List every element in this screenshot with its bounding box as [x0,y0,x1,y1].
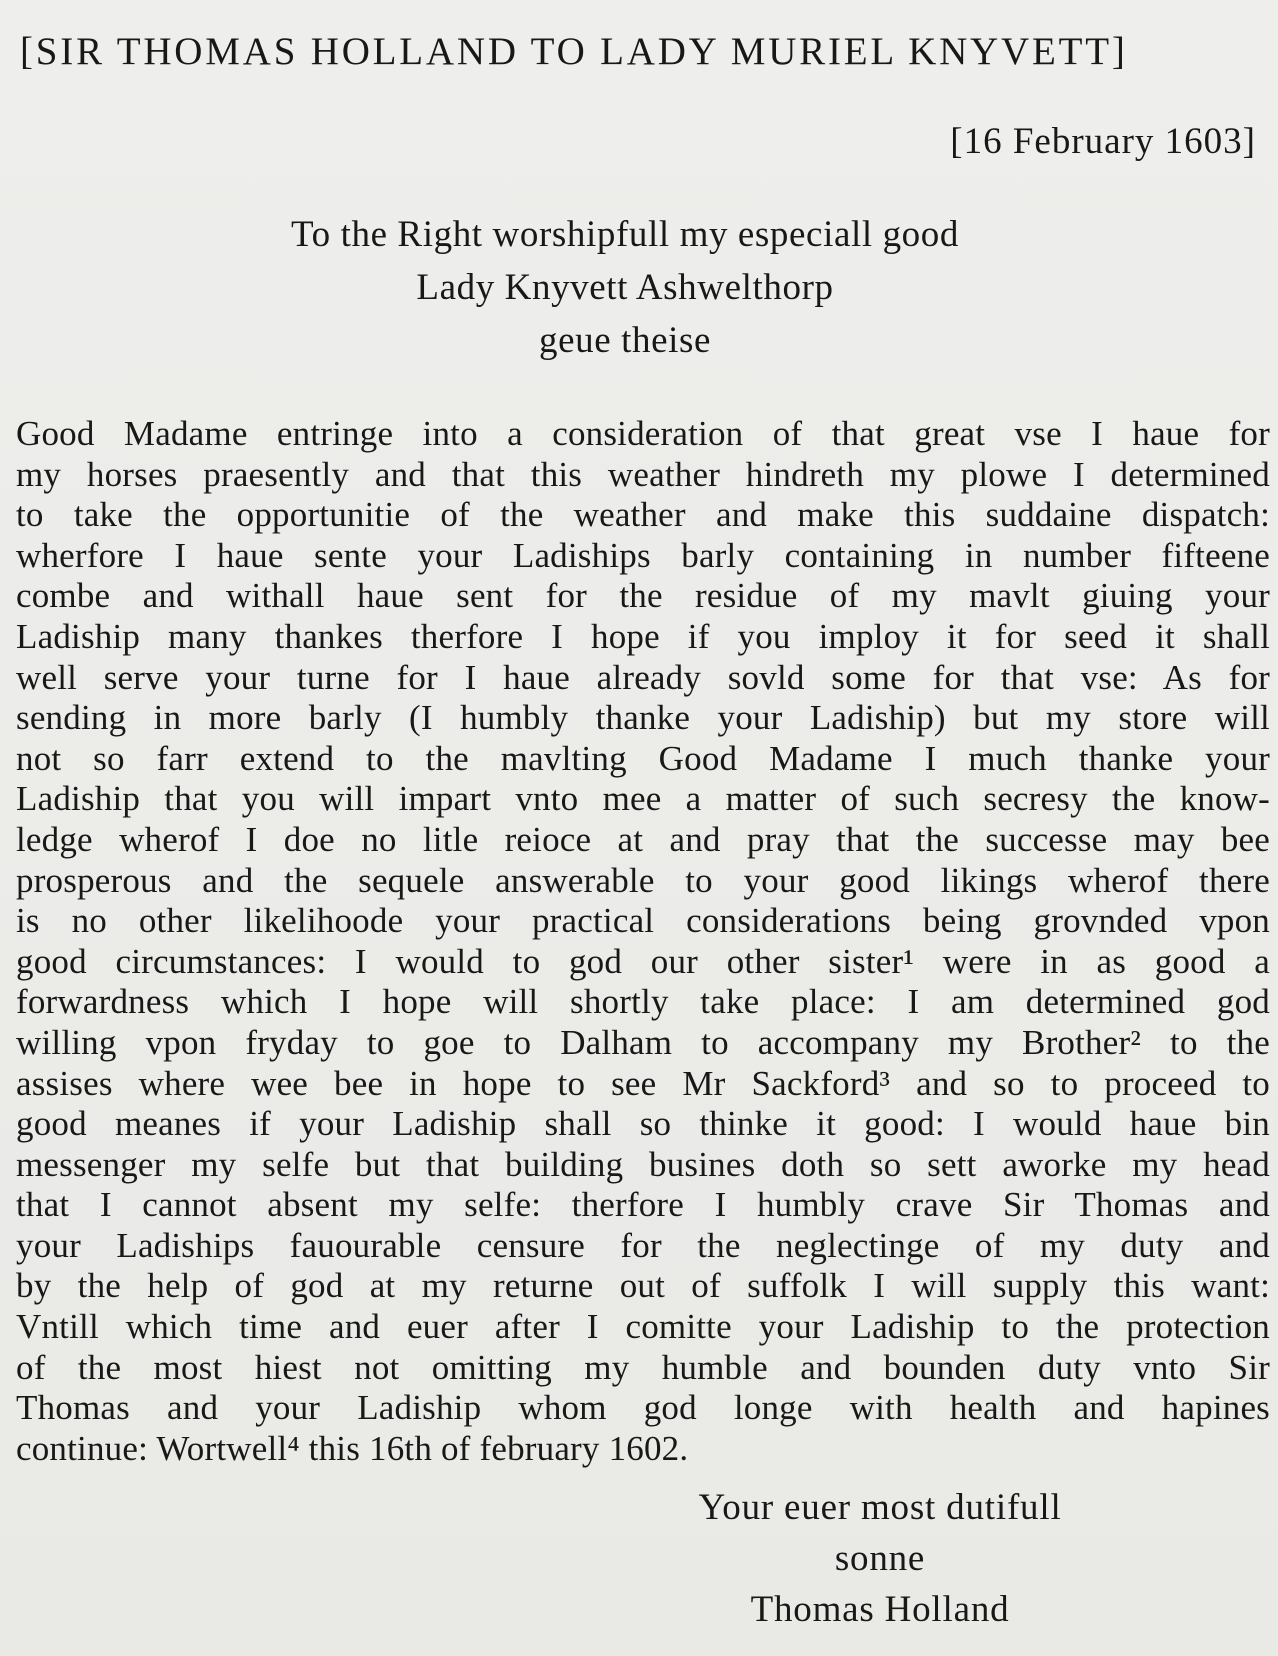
body-line: wherfore I haue sente your Ladiships barly containing in number fifteene [16,535,1270,575]
letter-date: [16 February 1603] [950,121,1256,162]
body-line: willing vpon fryday to goe to Dalham to accompany my Brother² to the [16,1022,1270,1062]
letter-signature [620,1482,1140,1635]
body-line: my horses praesently and that this weather hindreth my plowe I determined [16,454,1270,494]
body-line: Good Madame entringe into a consideration of that great vse I haue for [16,414,1270,453]
body-line: combe and withall haue sent for the residue of my mavlt giuing your [16,576,1270,616]
body-line: good meanes if your Ladiship shall so thinke it good: I would haue bin [16,1104,1270,1144]
body-line: forwardness which I hope will shortly take place: I am determined god [16,982,1270,1022]
letter-title: [SIR THOMAS HOLLAND TO LADY MURIEL KNYVETT] [20,30,1128,73]
body-line: is no other likelihoode your practical considerations being grovnded vpon [16,901,1270,941]
body-line: Ladiship that you will impart vnto mee a matter of such secresy the know- [16,779,1270,819]
body-line: by the help of god at my returne out of suffolk I will supply this want: [16,1266,1270,1306]
letter-address [180,208,1070,367]
signature-closing: Your euer most dutifull [698,1487,1062,1528]
body-line: ledge wherof I doe no litle reioce at and pray that the successe may bee [16,819,1270,859]
signature-name: Thomas Holland [750,1589,1010,1630]
body-line: of the most hiest not omitting my humble and bounden duty vnto Sir [16,1347,1270,1387]
address-line: To the Right worshipfull my especiall good [291,214,959,255]
letter-body [16,414,1270,1469]
body-line: prosperous and the sequele answerable to your good likings wherof there [16,860,1270,900]
address-line: geue theise [539,320,711,361]
signature-relation: sonne [834,1538,926,1579]
body-line: sending in more barly (I humbly thanke your Ladiship) but my store will [16,698,1270,738]
body-line: good circumstances: I would to god our other sister¹ were in as good a [16,941,1270,981]
body-line: Vntill which time and euer after I comitte your Ladiship to the protection [16,1307,1270,1347]
body-line: Ladiship many thankes therfore I hope if you imploy it for seed it shall [16,616,1270,656]
body-line: messenger my selfe but that building busines doth so sett aworke my head [16,1144,1270,1184]
body-line: your Ladiships fauourable censure for the neglectinge of my duty and [16,1225,1270,1265]
address-line: Lady Knyvett Ashwelthorp [416,267,834,308]
body-line: well serve your turne for I haue already sovld some for that vse: As for [16,657,1270,697]
body-line: to take the opportunitie of the weather and make this suddaine dispatch: [16,495,1270,535]
body-line: Thomas and your Ladiship whom god longe with health and hapines [16,1388,1270,1428]
body-line: that I cannot absent my selfe: therfore I humbly crave Sir Thomas and [16,1185,1270,1225]
body-line: assises where wee bee in hope to see Mr Sackford³ and so to proceed to [16,1063,1270,1103]
body-line: continue: Wortwell⁴ this 16th of february 1602. [16,1428,689,1468]
body-line: not so farr extend to the mavlting Good Madame I much thanke your [16,738,1270,778]
